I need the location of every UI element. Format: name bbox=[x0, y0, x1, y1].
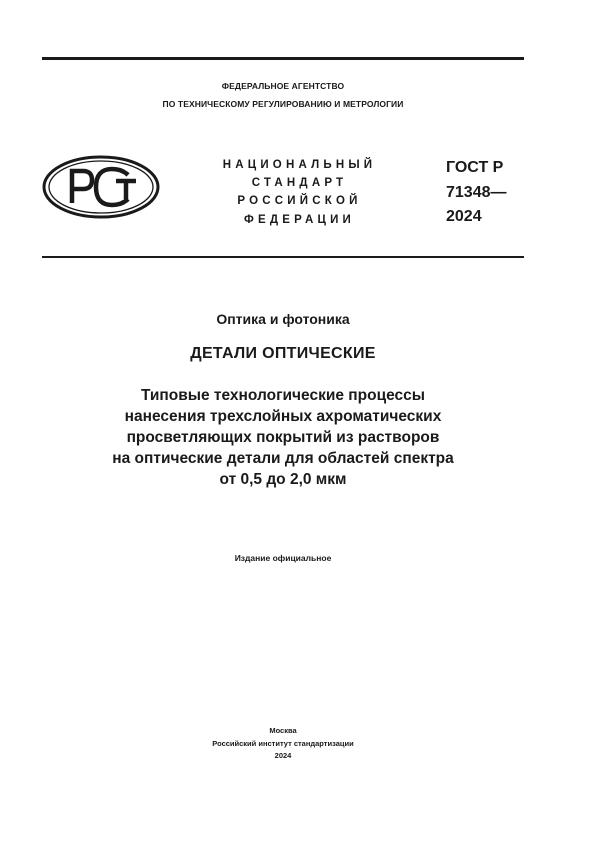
header-divider bbox=[42, 256, 524, 258]
top-rule bbox=[42, 57, 524, 60]
document-title: ДЕТАЛИ ОПТИЧЕСКИЕ bbox=[190, 345, 376, 362]
imprint bbox=[42, 725, 524, 763]
national-standard-label bbox=[212, 156, 387, 229]
imprint-year: 2024 bbox=[274, 751, 292, 760]
subtitle-line-1: Типовые технологические процессы bbox=[140, 387, 426, 404]
subtitle-line-4: на оптические детали для областей спектра bbox=[112, 450, 454, 467]
subtitle-line-3: просветляющих покрытий из растворов bbox=[126, 429, 440, 446]
standard-line-1: НАЦИОНАЛЬНЫЙ bbox=[222, 159, 377, 171]
subtitle-line-5: от 0,5 до 2,0 мкм bbox=[219, 471, 347, 488]
official-edition-label: Издание официальное bbox=[234, 553, 332, 563]
subtitle-line-2: нанесения трехслойных ахроматических bbox=[124, 408, 442, 425]
document-subtitle bbox=[42, 385, 524, 490]
imprint-publisher: Российский институт стандартизации bbox=[212, 738, 354, 748]
document-topic: Оптика и фотоника bbox=[216, 311, 350, 327]
designation-line-1: ГОСТ Р bbox=[446, 159, 504, 176]
standard-line-4: ФЕДЕРАЦИИ bbox=[243, 213, 356, 226]
standard-line-3: РОССИЙСКОЙ bbox=[237, 195, 362, 208]
standard-designation bbox=[446, 156, 507, 230]
agency-name-line1: ФЕДЕРАЛЬНОЕ АГЕНТСТВО bbox=[221, 81, 345, 91]
designation-line-2: 71348— bbox=[446, 183, 507, 201]
imprint-city: Москва bbox=[269, 726, 297, 735]
rst-certification-mark-icon bbox=[42, 155, 160, 219]
designation-line-3: 2024 bbox=[446, 208, 482, 225]
agency-name-line2: ПО ТЕХНИЧЕСКОМУ РЕГУЛИРОВАНИЮ И МЕТРОЛОГИИ bbox=[162, 99, 404, 109]
standard-line-2: СТАНДАРТ bbox=[251, 177, 348, 190]
